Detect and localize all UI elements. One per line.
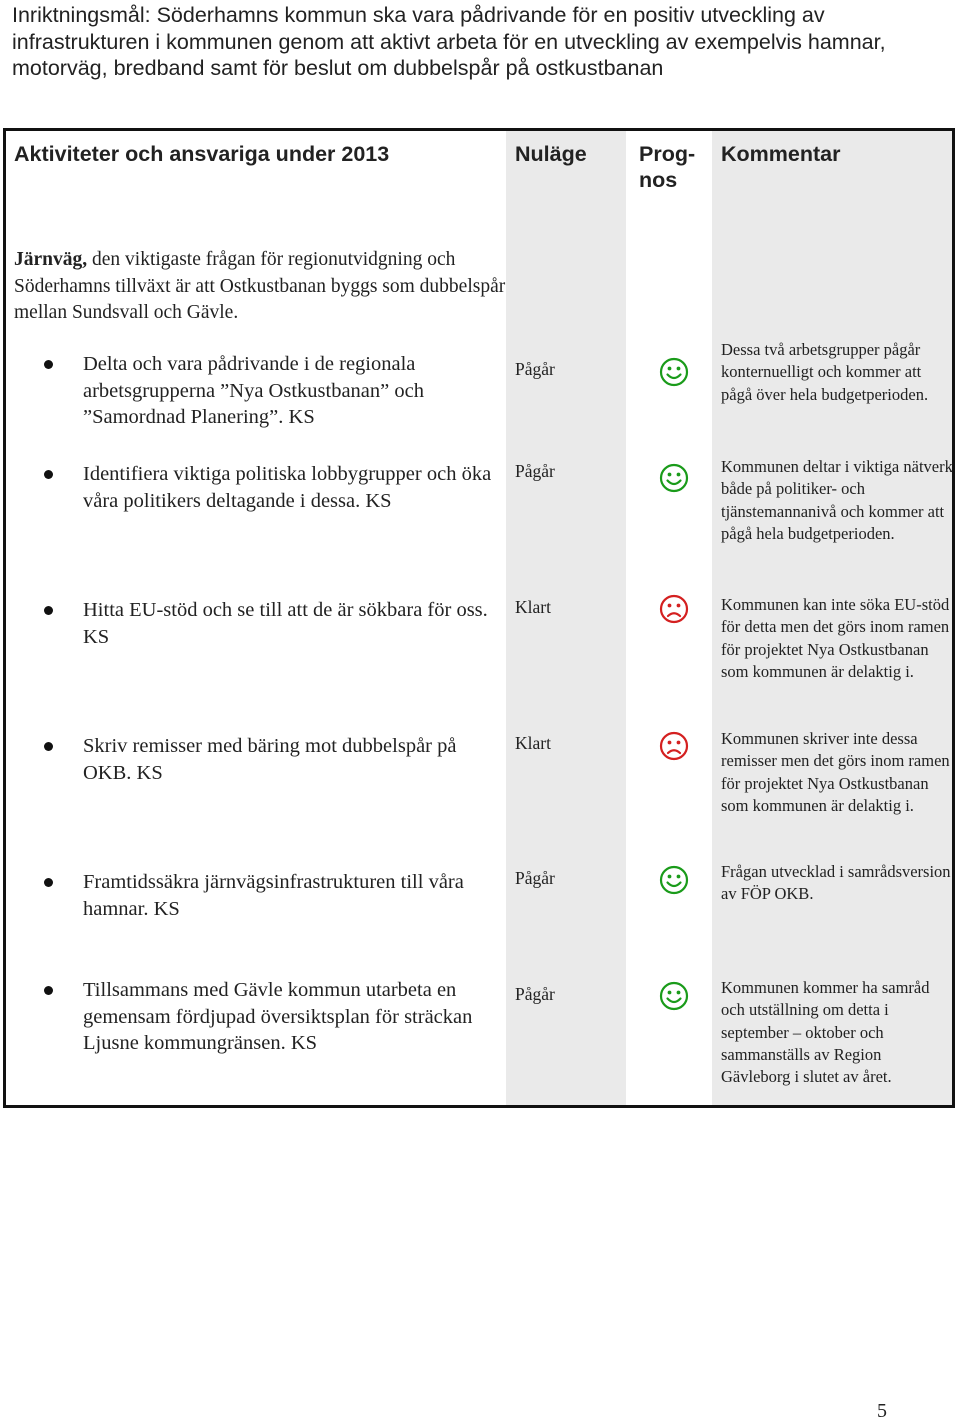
bullet bbox=[44, 606, 53, 615]
sad-smiley-icon bbox=[659, 731, 689, 761]
comment-text: Kommunen kan inte söka EU-stöd för detta men det görs inom ramen för projektet Nya Ostkustbanan som kommunen är delaktig i. bbox=[721, 595, 950, 681]
status-column-shade bbox=[506, 131, 626, 1105]
status-text: Pågår bbox=[515, 359, 555, 379]
header-prognosis bbox=[639, 141, 695, 193]
comment-text: Kommunen deltar i viktiga nätverk både på politiker- och tjänstemannanivå och kommer att pågå hela budgetperioden. bbox=[721, 457, 953, 543]
comment-text: Dessa två arbetsgrupper pågår konternuelligt och kommer att pågå över hela budgetperioden. bbox=[721, 340, 929, 404]
happy-smiley-icon bbox=[659, 463, 689, 493]
happy-smiley-icon bbox=[659, 357, 689, 387]
header-activities: Aktiviteter och ansvariga under 2013 bbox=[14, 142, 390, 166]
sad-smiley-icon bbox=[659, 594, 689, 624]
status-text: Pågår bbox=[515, 868, 555, 888]
comment-text: Frågan utvecklad i samrådsversion av FÖP OKB. bbox=[721, 862, 951, 904]
comment-text: Kommunen skriver inte dessa remisser men det görs inom ramen för projektet Nya Ostkustbanan som kommunen är delaktig i. bbox=[721, 729, 950, 815]
header-prognosis-line2: nos bbox=[639, 168, 678, 192]
activity-text: Identifiera viktiga politiska lobbygrupper och öka våra politikers deltagande i dessa. KS bbox=[83, 463, 492, 512]
activity-text: Hitta EU-stöd och se till att de är sökbara för oss. KS bbox=[83, 599, 488, 648]
bullet bbox=[44, 360, 53, 369]
activity-text: Framtidssäkra järnvägsinfrastrukturen till våra hamnar. KS bbox=[83, 871, 464, 920]
bullet bbox=[44, 742, 53, 751]
header-status: Nuläge bbox=[515, 142, 587, 166]
header-prognosis-line1: Prog- bbox=[639, 142, 696, 166]
status-text: Pågår bbox=[515, 984, 555, 1004]
activity-text: Skriv remisser med bäring mot dubbelspår på OKB. KS bbox=[83, 735, 457, 784]
goal-heading: Inriktningsmål: Söderhamns kommun ska vara pådrivande för en positiv utveckling av infrastrukturen i kommunen genom att aktivt arbeta för en utveckling av exempelvis hamnar, motorväg, bredband samt för beslut om dubbelspår på ostkustbanan bbox=[12, 3, 886, 80]
happy-smiley-icon bbox=[659, 981, 689, 1011]
status-text: Pågår bbox=[515, 461, 555, 481]
intro-bold: Järnväg, bbox=[14, 249, 88, 270]
intro-text: den viktigaste frågan för regionutvidgning och Söderhamns tillväxt är att Ostkustbanan byggs som dubbelspår mellan Sundsvall och Gävle. bbox=[14, 249, 506, 323]
status-text: Klart bbox=[515, 597, 551, 617]
activity-text: Delta och vara pådrivande i de regionala arbetsgrupperna ”Nya Ostkustbanan” och ”Samordnad Planering”. KS bbox=[83, 353, 424, 428]
happy-smiley-icon bbox=[659, 865, 689, 895]
status-text: Klart bbox=[515, 733, 551, 753]
header-comment: Kommentar bbox=[721, 142, 841, 166]
bullet bbox=[44, 878, 53, 887]
activity-table bbox=[3, 128, 955, 1108]
bullet bbox=[44, 986, 53, 995]
activity-text: Tillsammans med Gävle kommun utarbeta en gemensam fördjupad översiktsplan för sträckan Ljusne kommungränsen. KS bbox=[83, 979, 473, 1054]
comment-text: Kommunen kommer ha samråd och utställning om detta i september – oktober och sammanställs av Region Gävleborg i slutet av året. bbox=[721, 978, 930, 1087]
bullet bbox=[44, 470, 53, 479]
intro-paragraph bbox=[14, 247, 509, 327]
page-number: 5 bbox=[877, 1400, 887, 1422]
